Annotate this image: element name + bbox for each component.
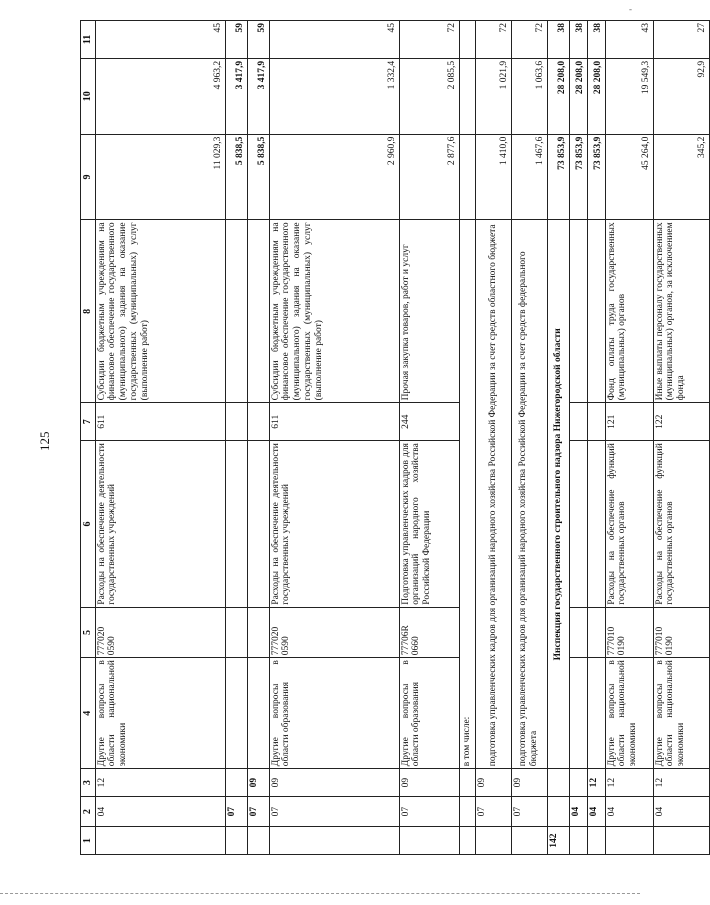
cell-c10: 3 417,9 bbox=[225, 58, 247, 134]
cell-c2: 07 bbox=[399, 796, 459, 826]
cell-c8: Иные выплаты персоналу государственных (муниципальных) органов, за исключением фонда bbox=[653, 220, 709, 403]
cell-c11: 27 bbox=[653, 21, 709, 59]
cell-c4 bbox=[587, 658, 605, 769]
cell-c3 bbox=[569, 769, 587, 797]
cell-c3 bbox=[459, 769, 475, 797]
cell-c2: 04 bbox=[605, 796, 653, 826]
column-number-header-row bbox=[81, 21, 96, 855]
cell-c4: Другие вопросы в области национальной экономики bbox=[95, 658, 225, 769]
cell-c6: Расходы на обеспечение деятельности государственных учреждений bbox=[269, 441, 399, 608]
cell-c10: 4 963,2 bbox=[95, 58, 225, 134]
cell-c2: 07 bbox=[511, 796, 547, 826]
cell-c7: 611 bbox=[95, 403, 225, 441]
cell-c6 bbox=[247, 441, 269, 608]
column-header-11: 11 bbox=[81, 21, 96, 59]
cell-c6: Расходы на обеспечение деятельности государственных учреждений bbox=[95, 441, 225, 608]
cell-c1: 142 bbox=[547, 827, 569, 855]
cell-c4: Другие вопросы в области образования bbox=[269, 658, 399, 769]
table-row bbox=[511, 21, 547, 855]
cell-c1 bbox=[569, 827, 587, 855]
cell-c9: 11 029,3 bbox=[95, 134, 225, 220]
table-row bbox=[569, 21, 587, 855]
cell-c5: 777020 0590 bbox=[95, 607, 225, 657]
cell-c11 bbox=[459, 21, 475, 59]
cell-c1 bbox=[475, 827, 511, 855]
cell-c4: Другие вопросы в области национальной экономики bbox=[605, 658, 653, 769]
cell-c10: 1 021,9 bbox=[475, 58, 511, 134]
cell-c8 bbox=[587, 220, 605, 403]
cell-c9: 2 960,9 bbox=[269, 134, 399, 220]
column-header-2: 2 bbox=[81, 796, 96, 826]
cell-c2 bbox=[459, 796, 475, 826]
cell-c1 bbox=[459, 827, 475, 855]
cell-c11: 38 bbox=[587, 21, 605, 59]
cell-c8: Субсидии бюджетным учреждениям на финансовое обеспечение государственного (муниципального) задания на оказание государственных (муниципальных) услуг (выполнение работ) bbox=[95, 220, 225, 403]
cell-c2: 04 bbox=[653, 796, 709, 826]
cell-c4 bbox=[247, 658, 269, 769]
cell-c6: Подготовка управленческих кадров для организаций народного хозяйства Российской Федерации bbox=[399, 441, 459, 608]
cell-c3: 12 bbox=[95, 769, 225, 797]
column-header-9: 9 bbox=[81, 134, 96, 220]
cell-c11: 72 bbox=[399, 21, 459, 59]
budget-table-container bbox=[80, 20, 707, 855]
cell-c3 bbox=[547, 769, 569, 797]
cell-c5: 777010 0190 bbox=[605, 607, 653, 657]
cell-c11: 72 bbox=[511, 21, 547, 59]
budget-execution-table bbox=[80, 20, 710, 855]
cell-c5 bbox=[225, 607, 247, 657]
cell-c1 bbox=[225, 827, 247, 855]
cell-c7 bbox=[587, 403, 605, 441]
cell-c3: 09 bbox=[475, 769, 511, 797]
table-row bbox=[247, 21, 269, 855]
cell-c1 bbox=[587, 827, 605, 855]
scan-edge-line bbox=[0, 893, 640, 894]
cell-c10: 2 085,5 bbox=[399, 58, 459, 134]
column-header-5: 5 bbox=[81, 607, 96, 657]
cell-c4 bbox=[569, 658, 587, 769]
cell-c5: 777020 0590 bbox=[269, 607, 399, 657]
cell-c10: 92,9 bbox=[653, 58, 709, 134]
cell-c1 bbox=[95, 827, 225, 855]
cell-c3: 12 bbox=[587, 769, 605, 797]
cell-c5 bbox=[247, 607, 269, 657]
table-row bbox=[605, 21, 653, 855]
cell-c3: 12 bbox=[653, 769, 709, 797]
cell-c1 bbox=[399, 827, 459, 855]
cell-c9 bbox=[459, 134, 475, 220]
cell-c7 bbox=[225, 403, 247, 441]
cell-c11: 59 bbox=[225, 21, 247, 59]
column-header-3: 3 bbox=[81, 769, 96, 797]
cell-c7 bbox=[569, 403, 587, 441]
cell-c2: 04 bbox=[569, 796, 587, 826]
cell-c9: 1 467,6 bbox=[511, 134, 547, 220]
table-row bbox=[475, 21, 511, 855]
cell-c8 bbox=[569, 220, 587, 403]
cell-c9: 5 838,5 bbox=[225, 134, 247, 220]
cell-c9: 1 410,0 bbox=[475, 134, 511, 220]
cell-c8 bbox=[225, 220, 247, 403]
table-row bbox=[547, 21, 569, 855]
cell-c7: 121 bbox=[605, 403, 653, 441]
cell-c10: 28 208,0 bbox=[569, 58, 587, 134]
table-row bbox=[653, 21, 709, 855]
cell-c1 bbox=[247, 827, 269, 855]
cell-c10: 1 063,6 bbox=[511, 58, 547, 134]
cell-c8: Субсидии бюджетным учреждениям на финансовое обеспечение государственного (муниципального) задания на оказание государственных (муниципальных) услуг (выполнение работ) bbox=[269, 220, 399, 403]
cell-c4: Другие вопросы в области образования bbox=[399, 658, 459, 769]
table-row bbox=[459, 21, 475, 855]
cell-c6 bbox=[225, 441, 247, 608]
table-row bbox=[225, 21, 247, 855]
cell-c5: 77706R 0660 bbox=[399, 607, 459, 657]
cell-c3: 09 bbox=[247, 769, 269, 797]
cell-c3: 09 bbox=[269, 769, 399, 797]
cell-c10: 1 332,4 bbox=[269, 58, 399, 134]
cell-c6 bbox=[569, 441, 587, 608]
table-row bbox=[587, 21, 605, 855]
cell-c4: Другие вопросы в области национальной экономики bbox=[653, 658, 709, 769]
cell-c6 bbox=[587, 441, 605, 608]
cell-c9: 2 877,6 bbox=[399, 134, 459, 220]
cell-span: подготовка управленческих кадров для организаций народного хозяйства Российской Федерации за счет средств федерального бюджета bbox=[511, 220, 547, 769]
cell-span: подготовка управленческих кадров для организаций народного хозяйства Российской Федерации за счет средств областного бюджета bbox=[475, 220, 511, 769]
cell-c9: 73 853,9 bbox=[569, 134, 587, 220]
cell-c10: 3 417,9 bbox=[247, 58, 269, 134]
cell-c9: 73 853,9 bbox=[587, 134, 605, 220]
cell-c5 bbox=[587, 607, 605, 657]
cell-c11: 38 bbox=[569, 21, 587, 59]
table-row bbox=[95, 21, 225, 855]
cell-c6: Расходы на обеспечение функций государственных органов bbox=[605, 441, 653, 608]
cell-c9: 73 853,9 bbox=[547, 134, 569, 220]
cell-span: Инспекция государственного строительного надзора Нижегородской области bbox=[547, 220, 569, 769]
cell-c2: 07 bbox=[269, 796, 399, 826]
cell-c7 bbox=[247, 403, 269, 441]
cell-c2: 07 bbox=[475, 796, 511, 826]
cell-c10: 28 208,0 bbox=[547, 58, 569, 134]
cell-c6: Расходы на обеспечение функций государственных органов bbox=[653, 441, 709, 608]
cell-c11: 43 bbox=[605, 21, 653, 59]
cell-c5 bbox=[569, 607, 587, 657]
column-header-7: 7 bbox=[81, 403, 96, 441]
cell-c1 bbox=[269, 827, 399, 855]
cell-c2 bbox=[547, 796, 569, 826]
cell-c10: 28 208,0 bbox=[587, 58, 605, 134]
cell-c1 bbox=[605, 827, 653, 855]
cell-c2: 04 bbox=[95, 796, 225, 826]
cell-c9: 345,2 bbox=[653, 134, 709, 220]
scan-corner-mark: - bbox=[629, 4, 632, 14]
cell-c11: 38 bbox=[547, 21, 569, 59]
cell-c3: 12 bbox=[605, 769, 653, 797]
cell-c7: 611 bbox=[269, 403, 399, 441]
cell-c2: 07 bbox=[225, 796, 247, 826]
table-row bbox=[399, 21, 459, 855]
cell-c9: 45 264,0 bbox=[605, 134, 653, 220]
cell-span: в том числе: bbox=[459, 220, 475, 769]
cell-c8: Прочая закупка товаров, работ и услуг bbox=[399, 220, 459, 403]
cell-c5: 777010 0190 bbox=[653, 607, 709, 657]
page-number: 125 bbox=[37, 431, 52, 451]
cell-c11: 45 bbox=[269, 21, 399, 59]
column-header-10: 10 bbox=[81, 58, 96, 134]
table-body bbox=[95, 21, 709, 855]
cell-c8: Фонд оплаты труда государственных (муниципальных) органов bbox=[605, 220, 653, 403]
cell-c4 bbox=[225, 658, 247, 769]
cell-c8 bbox=[247, 220, 269, 403]
column-header-1: 1 bbox=[81, 827, 96, 855]
cell-c2: 07 bbox=[247, 796, 269, 826]
cell-c1 bbox=[511, 827, 547, 855]
column-header-8: 8 bbox=[81, 220, 96, 403]
cell-c11: 45 bbox=[95, 21, 225, 59]
cell-c11: 59 bbox=[247, 21, 269, 59]
cell-c10: 19 549,3 bbox=[605, 58, 653, 134]
table-row bbox=[269, 21, 399, 855]
cell-c9: 5 838,5 bbox=[247, 134, 269, 220]
cell-c3 bbox=[225, 769, 247, 797]
cell-c7: 122 bbox=[653, 403, 709, 441]
cell-c1 bbox=[653, 827, 709, 855]
cell-c7: 244 bbox=[399, 403, 459, 441]
cell-c2: 04 bbox=[587, 796, 605, 826]
cell-c3: 09 bbox=[511, 769, 547, 797]
cell-c11: 72 bbox=[475, 21, 511, 59]
column-header-4: 4 bbox=[81, 658, 96, 769]
cell-c3: 09 bbox=[399, 769, 459, 797]
cell-c10 bbox=[459, 58, 475, 134]
column-header-6: 6 bbox=[81, 441, 96, 608]
